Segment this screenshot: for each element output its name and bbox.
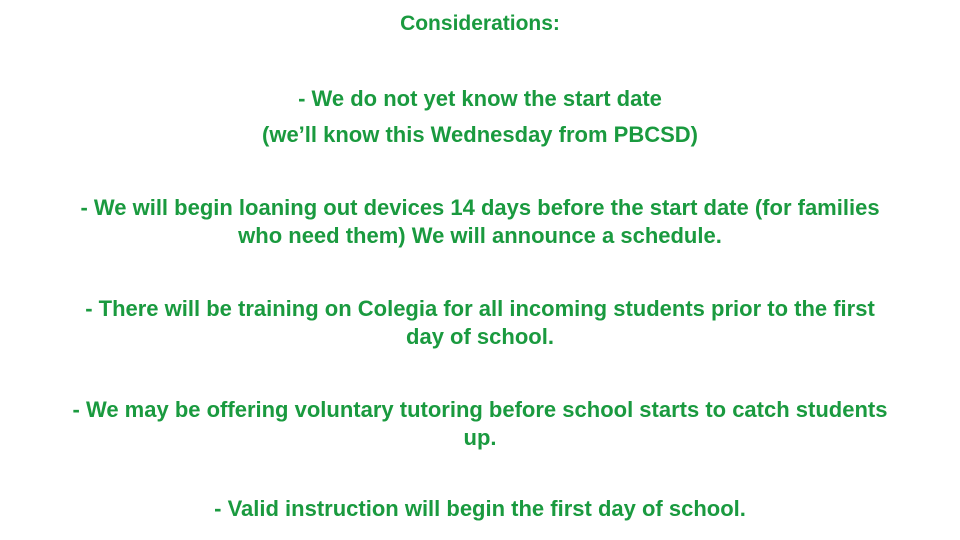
slide-title: Considerations:: [400, 12, 560, 35]
bullet-3-line-1: - There will be training on Colegia for all incoming students prior to the first: [85, 296, 875, 321]
bullet-1-line-1: - We do not yet know the start date: [298, 86, 662, 111]
bullet-2-line-1: - We will begin loaning out devices 14 days before the start date (for families: [80, 195, 880, 220]
bullet-1-line-2: (we’ll know this Wednesday from PBCSD): [262, 122, 698, 147]
bullet-5-line-1: - Valid instruction will begin the first day of school.: [214, 496, 746, 521]
bullet-2-line-2: who need them) We will announce a schedule.: [238, 223, 722, 248]
bullet-3-line-2: day of school.: [406, 324, 554, 349]
bullet-4-line-2: up.: [463, 425, 497, 450]
bullet-4-line-1: - We may be offering voluntary tutoring before school starts to catch students: [72, 397, 888, 422]
